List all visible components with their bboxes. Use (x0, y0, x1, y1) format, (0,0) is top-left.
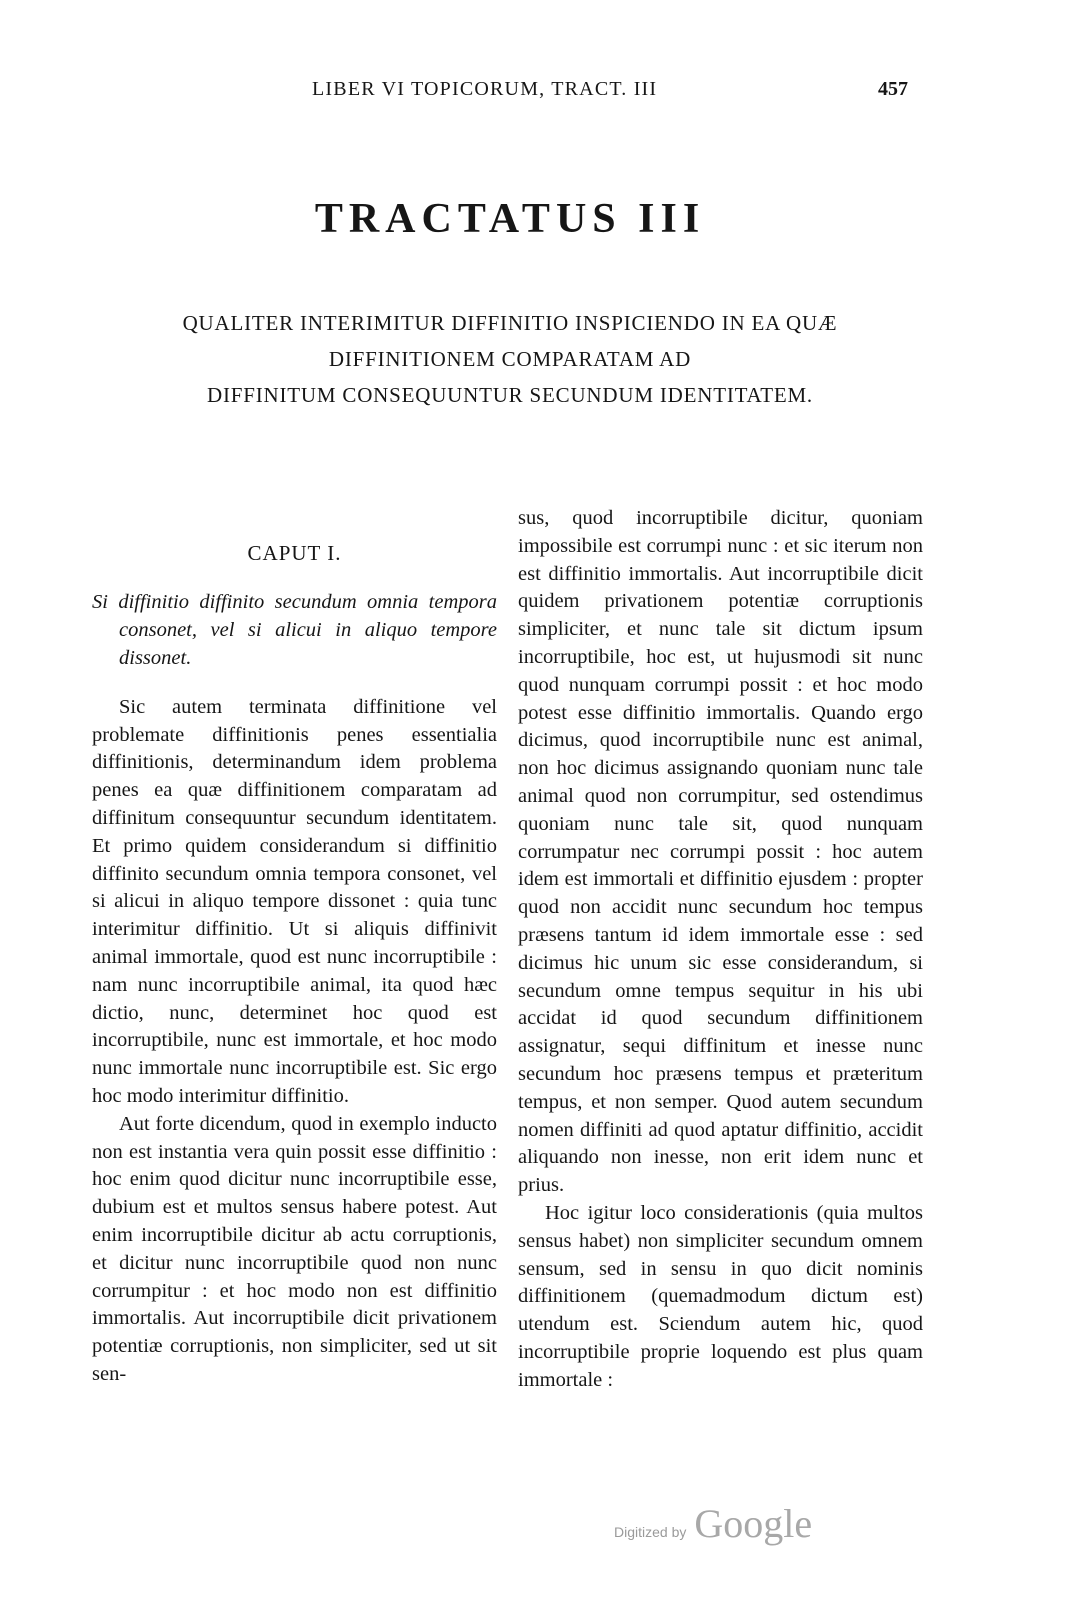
digitized-by-label: Digitized by (614, 1524, 687, 1540)
tractatus-subtitle (100, 305, 920, 413)
page-number: 457 (878, 78, 908, 100)
tractatus-title: TRACTATUS III (314, 196, 706, 242)
subtitle-line: DIFFINITUM CONSEQUUNTUR SECUNDUM IDENTITATEM. (207, 383, 813, 407)
subtitle-line: DIFFINITIONEM COMPARATAM AD (328, 347, 692, 371)
subtitle-line: QUALITER INTERIMITUR DIFFINITIO INSPICIENDO IN EA QUÆ (182, 311, 838, 335)
right-column (518, 505, 923, 1395)
chapter-heading: CAPUT I. (247, 541, 342, 565)
body-paragraph: Sic autem terminata diffinitione vel problemate diffinitionis penes essentialia diffinitionis, determinandum idem problema penes ea quæ diffinitionem comparatam ad diffinitum consequuntur secundum identitatem. Et primo quidem considerandum si diffinitio diffinito secundum omnia tempora consonet, vel si alicui in aliquo tempore dissonet : quia tunc interimitur diffinitio. Ut si aliquis diffinivit animal immortale, quod est nunc incorruptibile : nam nunc incorruptibile animal, ita quod hæc dictio, nunc, determinet hoc quod est incorruptibile, nunc est immortale, et hoc modo nunc immortale nunc incorruptibile est. Sic ergo hoc modo interimitur diffinitio. (92, 695, 497, 1107)
google-logo: Google (694, 1501, 813, 1546)
running-header (0, 78, 1072, 108)
body-paragraph: sus, quod incorruptibile dicitur, quoniam impossibile est corrumpi nunc : et sic iterum non est diffinitio immortalis. Aut incorruptibile dicit quidem privationem potentiæ corruptionis simpliciter, et nunc tale sit dictum ipsum incorruptibile, hoc est, ut hujusmodi sit nunc quod nunquam corrumpi possit : et hoc modo potest esse diffinitio immortalis. Quando ergo dicimus, quod incorruptibile nunc est animal, non hoc dicimus assignando quoniam nunc tale animal quod non corrumpitur, sed ostendimus quoniam nunc tale sit, quod nunquam corrumpatur nec corrumpi possit : hoc autem idem est immortali et diffinitio ejusdem : propter quod non accidit nunc secundum hoc tempus præsens tantum id idem immortale esse : sed dicimus hic unum sic esse considerandum, si secundum omne tempus sequitur in his ubi accidat id quod secundum diffinitionem assignatur, sequi diffinitum et inesse nunc secundum hoc præsens tempus et præteritum tempus, et non semper. Quod autem secundum nomen diffiniti ad quod aptatur diffinitio, accidit aliquando non inesse, non erit idem nunc et prius. (518, 507, 923, 1197)
running-title: LIBER VI TOPICORUM, TRACT. III (312, 78, 658, 100)
body-paragraph: Hoc igitur loco considerationis (quia multos sensus habet) non simpliciter secundum omnem sensum, sed in sensu in quo dicit nominis diffinitionem (quemadmodum dictum est) utendum est. Sciendum autem hic, quod incorruptibile proprie loquendo est plus quam immortale : (518, 1201, 923, 1391)
digitization-watermark (614, 1500, 812, 1547)
left-column (92, 540, 497, 1389)
chapter-summary: Si diffinitio diffinito secundum omnia tempora consonet, vel si alicui in aliquo tempore dissonet. (92, 590, 497, 669)
body-paragraph: Aut forte dicendum, quod in exemplo inducto non est instantia vera quin possit esse diffinitio : hoc enim quod dicitur nunc incorruptibile esse, dubium est et multos sensus habere potest. Aut enim incorruptibile dicitur ab actu corruptionis, et dicitur nunc incorruptibile quod non nunc corrumpitur : et hoc modo non est diffinitio immortalis. Aut incorruptibile dicit privationem potentiæ corruptionis, non simpliciter, sed ut sit sen- (92, 1112, 497, 1385)
